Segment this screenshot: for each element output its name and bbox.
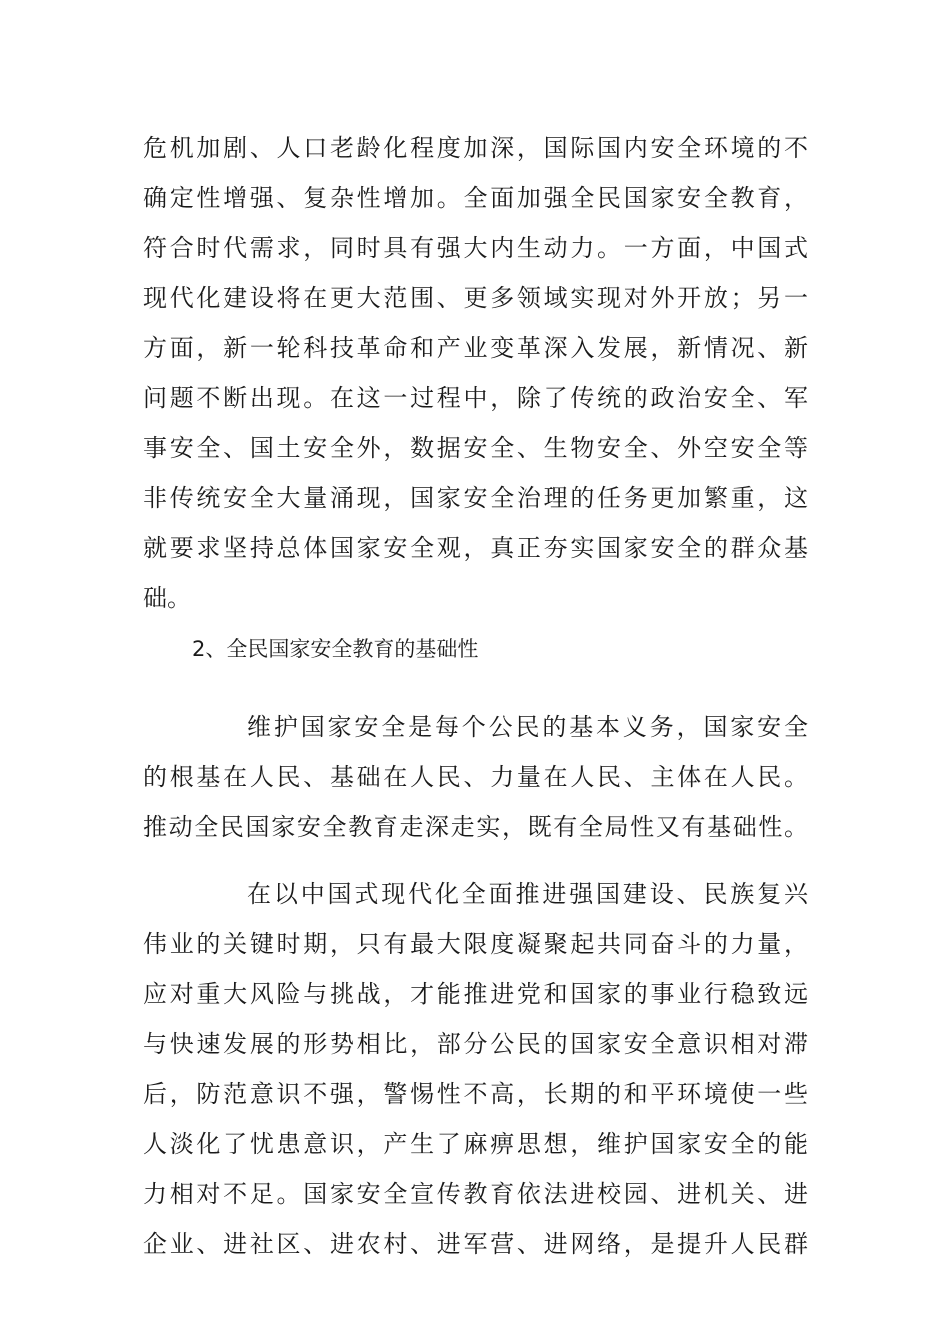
paragraph-1-line: 问题不断出现。在这一过程中，除了传统的政治安全、军 bbox=[143, 384, 808, 412]
section-heading: 2、全民国家安全教育的基础性 bbox=[192, 637, 479, 661]
paragraph-2-line: 推动全民国家安全教育走深走实，既有全局性又有基础性。 bbox=[143, 813, 808, 841]
paragraph-1-line: 础。 bbox=[143, 584, 191, 612]
paragraph-2-line: 维护国家安全是每个公民的基本义务，国家安全 bbox=[247, 713, 808, 741]
paragraph-1-line: 确定性增强、复杂性增加。全面加强全民国家安全教育， bbox=[143, 184, 808, 212]
paragraph-1-line: 现代化建设将在更大范围、更多领域实现对外开放；另一 bbox=[143, 284, 808, 312]
paragraph-1-line: 危机加剧、人口老龄化程度加深，国际国内安全环境的不 bbox=[143, 134, 808, 162]
paragraph-1-line: 事安全、国土安全外，数据安全、生物安全、外空安全等 bbox=[143, 434, 808, 462]
paragraph-1-line: 符合时代需求，同时具有强大内生动力。一方面，中国式 bbox=[143, 234, 808, 262]
paragraph-3-line: 企业、进社区、进农村、进军营、进网络，是提升人民群 bbox=[143, 1230, 808, 1258]
paragraph-3-line: 伟业的关键时期，只有最大限度凝聚起共同奋斗的力量， bbox=[143, 930, 808, 958]
paragraph-1-line: 非传统安全大量涌现，国家安全治理的任务更加繁重，这 bbox=[143, 484, 808, 512]
paragraph-3-line: 在以中国式现代化全面推进强国建设、民族复兴 bbox=[247, 880, 808, 908]
paragraph-3-line: 力相对不足。国家安全宣传教育依法进校园、进机关、进 bbox=[143, 1180, 808, 1208]
paragraph-2-line: 的根基在人民、基础在人民、力量在人民、主体在人民。 bbox=[143, 763, 808, 791]
paragraph-1-line: 就要求坚持总体国家安全观，真正夯实国家安全的群众基 bbox=[143, 534, 808, 562]
paragraph-1-line: 方面，新一轮科技革命和产业变革深入发展，新情况、新 bbox=[143, 334, 808, 362]
paragraph-3-line: 应对重大风险与挑战，才能推进党和国家的事业行稳致远 bbox=[143, 980, 808, 1008]
paragraph-3-line: 人淡化了忧患意识，产生了麻痹思想，维护国家安全的能 bbox=[143, 1130, 808, 1158]
paragraph-3-line: 与快速发展的形势相比，部分公民的国家安全意识相对滞 bbox=[143, 1030, 808, 1058]
paragraph-3-line: 后，防范意识不强，警惕性不高，长期的和平环境使一些 bbox=[143, 1080, 808, 1108]
